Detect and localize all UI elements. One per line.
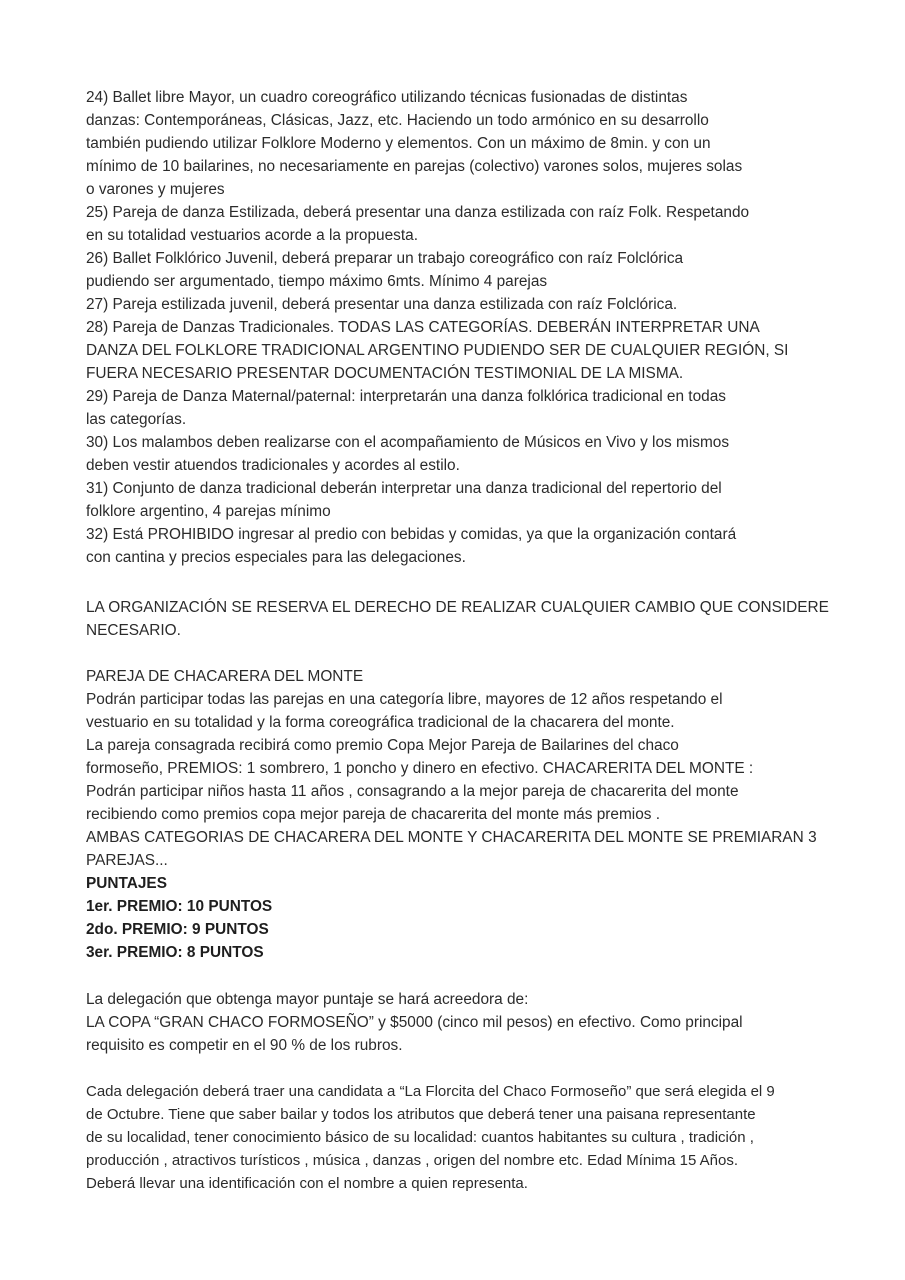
notice-line: NECESARIO. [86, 622, 181, 639]
score-item: 1er. PREMIO: 10 PUNTOS [86, 898, 273, 915]
rule-line: 27) Pareja estilizada juvenil, deberá presentar una danza estilizada con raíz Folclórica. [86, 296, 678, 313]
rule-28 [86, 316, 826, 385]
rule-29 [86, 385, 826, 431]
chacarera-line: formoseño, PREMIOS: 1 sombrero, 1 poncho y dinero en efectivo. CHACARERITA DEL MONTE : [86, 760, 754, 777]
score-item: 3er. PREMIO: 8 PUNTOS [86, 944, 264, 961]
chacarera-line: Podrán participar niños hasta 11 años , consagrando a la mejor pareja de chacarerita del monte [86, 783, 739, 800]
rule-line: mínimo de 10 bailarines, no necesariamente en parejas (colectivo) varones solos, mujeres solas [86, 158, 743, 175]
chacarera-line: Podrán participar todas las parejas en una categoría libre, mayores de 12 años respetando el [86, 691, 723, 708]
rule-line: en su totalidad vestuarios acorde a la propuesta. [86, 227, 418, 244]
rule-line: 30) Los malambos deben realizarse con el acompañamiento de Músicos en Vivo y los mismos [86, 434, 730, 451]
rule-line: 32) Está PROHIBIDO ingresar al predio con bebidas y comidas, ya que la organización contará [86, 526, 737, 543]
rule-line: las categorías. [86, 411, 187, 428]
candidate-line: producción , atractivos turísticos , música , danzas , origen del nombre etc. Edad Mínima 15 Años. [86, 1152, 738, 1169]
rule-line: 26) Ballet Folklórico Juvenil, deberá preparar un trabajo coreográfico con raíz Folclórica [86, 250, 684, 267]
prize-line: La delegación que obtenga mayor puntaje se hará acreedora de: [86, 991, 529, 1008]
rule-line: danzas: Contemporáneas, Clásicas, Jazz, etc. Haciendo un todo armónico en su desarrollo [86, 112, 709, 129]
rules-list [86, 86, 826, 569]
candidate-paragraph [86, 1080, 826, 1195]
rule-line: folklore argentino, 4 parejas mínimo [86, 503, 331, 520]
candidate-line: de su localidad, tener conocimiento básico de su localidad: cuantos habitantes su cultura , tradición , [86, 1129, 754, 1146]
chacarera-line: La pareja consagrada recibirá como premio Copa Mejor Pareja de Bailarines del chaco [86, 737, 679, 754]
rule-line: 29) Pareja de Danza Maternal/paternal: interpretarán una danza folklórica tradicional en todas [86, 388, 726, 405]
rule-25 [86, 201, 826, 247]
prize-line: LA COPA “GRAN CHACO FORMOSEÑO” y $5000 (cinco mil pesos) en efectivo. Como principal [86, 1014, 743, 1031]
scores-section [86, 872, 826, 964]
rule-32 [86, 523, 826, 569]
rule-line: 25) Pareja de danza Estilizada, deberá presentar una danza estilizada con raíz Folk. Respetando [86, 204, 750, 221]
chacarera-line: PAREJAS... [86, 852, 168, 869]
rule-30 [86, 431, 826, 477]
rule-line: FUERA NECESARIO PRESENTAR DOCUMENTACIÓN TESTIMONIAL DE LA MISMA. [86, 365, 684, 382]
rule-line: con cantina y precios especiales para las delegaciones. [86, 549, 466, 566]
chacarera-section [86, 665, 826, 872]
score-item: 2do. PREMIO: 9 PUNTOS [86, 921, 269, 938]
rule-24 [86, 86, 826, 201]
rule-line: 31) Conjunto de danza tradicional deberán interpretar una danza tradicional del repertorio del [86, 480, 722, 497]
chacarera-line: recibiendo como premios copa mejor pareja de chacarerita del monte más premios . [86, 806, 661, 823]
scores-heading: PUNTAJES [86, 875, 167, 892]
rule-27 [86, 293, 826, 316]
prize-line: requisito es competir en el 90 % de los rubros. [86, 1037, 403, 1054]
organization-notice [86, 596, 829, 642]
rule-31 [86, 477, 826, 523]
rule-line: o varones y mujeres [86, 181, 225, 198]
rule-line: deben vestir atuendos tradicionales y acordes al estilo. [86, 457, 460, 474]
rule-26 [86, 247, 826, 293]
candidate-line: de Octubre. Tiene que saber bailar y todos los atributos que deberá tener una paisana representante [86, 1106, 756, 1123]
rule-line: 28) Pareja de Danzas Tradicionales. TODAS LAS CATEGORÍAS. DEBERÁN INTERPRETAR UNA [86, 319, 760, 336]
notice-line: LA ORGANIZACIÓN SE RESERVA EL DERECHO DE REALIZAR CUALQUIER CAMBIO QUE CONSIDERE [86, 599, 829, 616]
delegation-prize [86, 988, 826, 1057]
rule-line: también pudiendo utilizar Folklore Moderno y elementos. Con un máximo de 8min. y con un [86, 135, 711, 152]
chacarera-line: vestuario en su totalidad y la forma coreográfica tradicional de la chacarera del monte. [86, 714, 675, 731]
candidate-line: Cada delegación deberá traer una candidata a “La Florcita del Chaco Formoseño” que será elegida el 9 [86, 1083, 775, 1100]
rule-line: DANZA DEL FOLKLORE TRADICIONAL ARGENTINO PUDIENDO SER DE CUALQUIER REGIÓN, SI [86, 342, 789, 359]
rule-line: pudiendo ser argumentado, tiempo máximo 6mts. Mínimo 4 parejas [86, 273, 548, 290]
rule-line: 24) Ballet libre Mayor, un cuadro coreográfico utilizando técnicas fusionadas de distintas [86, 89, 688, 106]
chacarera-line: AMBAS CATEGORIAS DE CHACARERA DEL MONTE Y CHACARERITA DEL MONTE SE PREMIARAN 3 [86, 829, 817, 846]
candidate-line: Deberá llevar una identificación con el nombre a quien representa. [86, 1175, 528, 1192]
section-heading: PAREJA DE CHACARERA DEL MONTE [86, 668, 364, 685]
